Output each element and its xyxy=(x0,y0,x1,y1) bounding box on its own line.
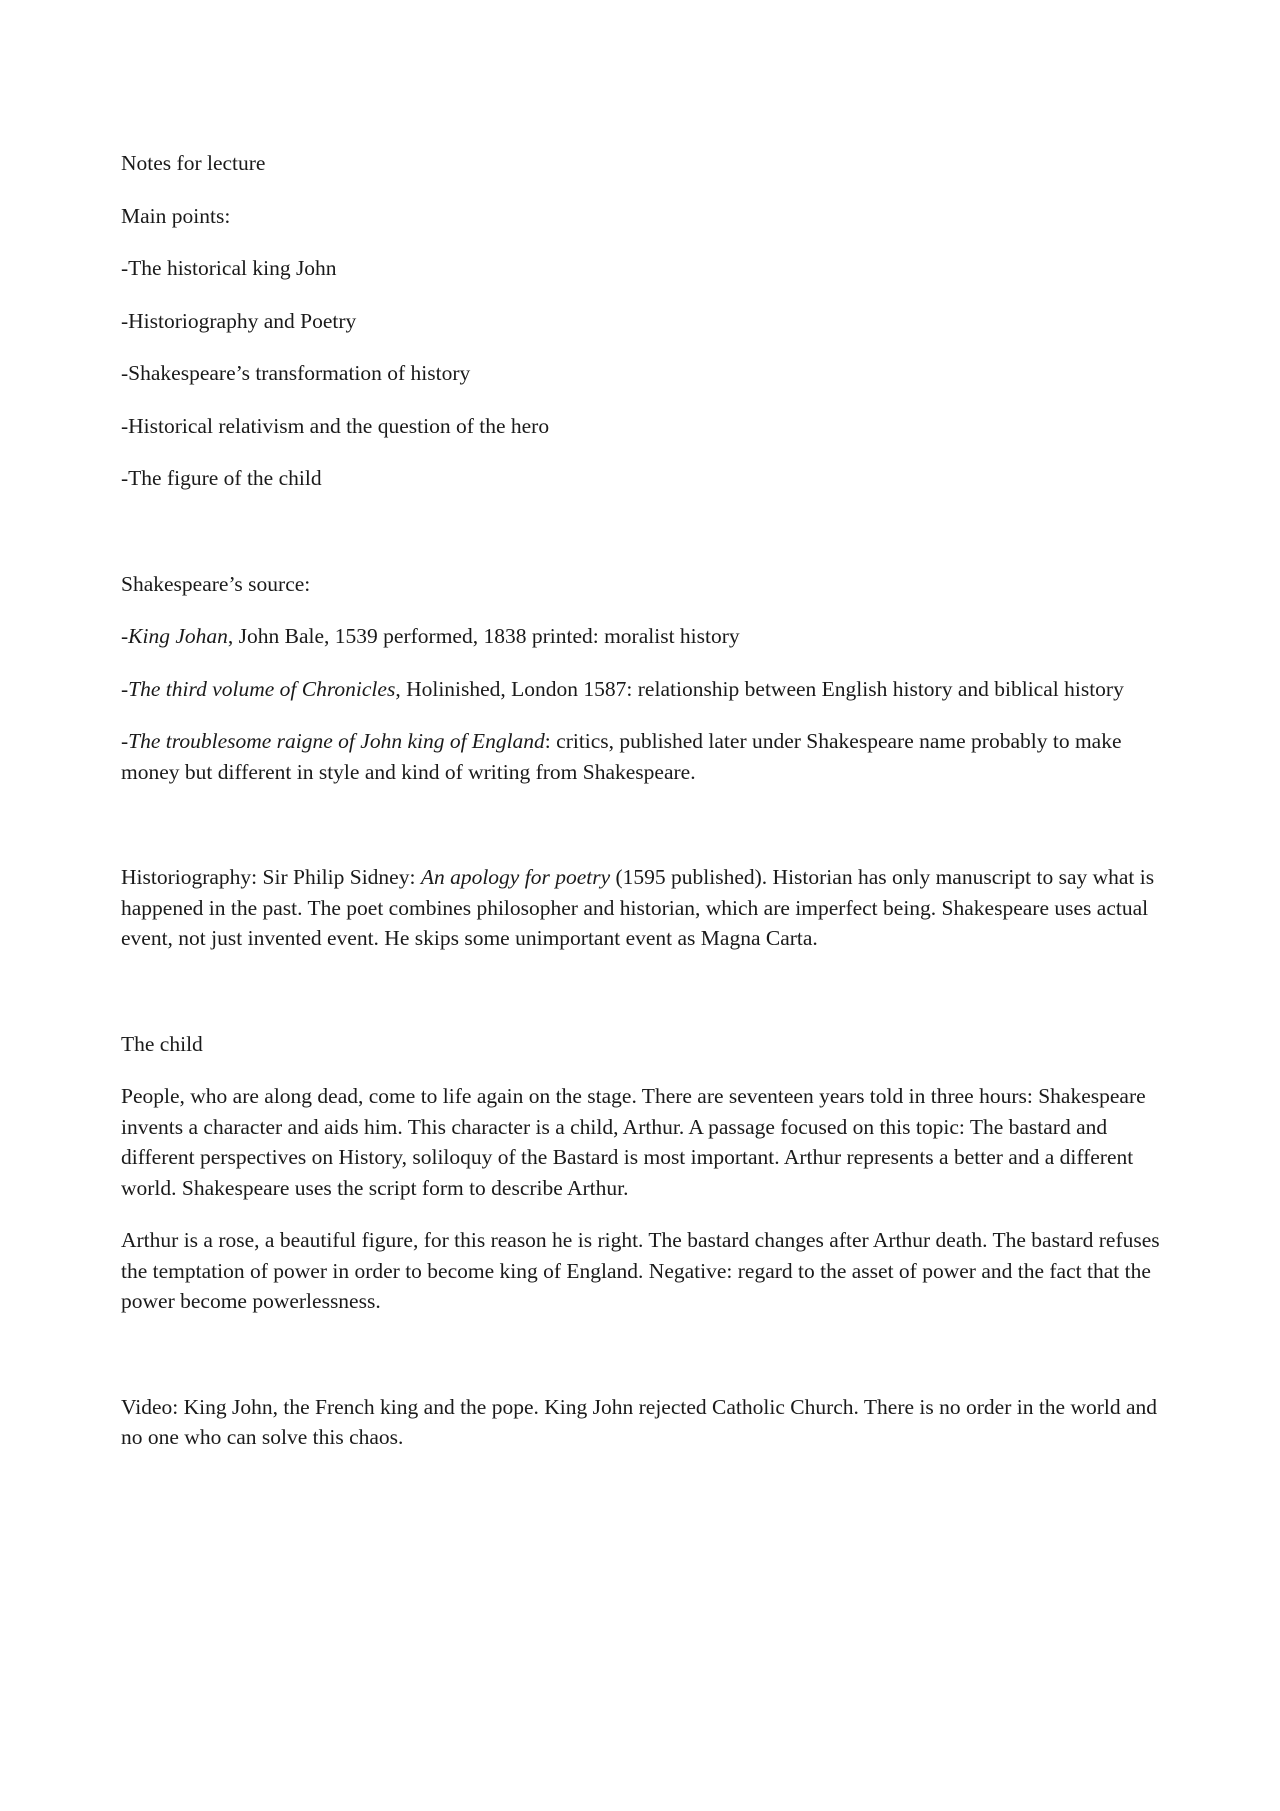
source-item xyxy=(121,726,1171,787)
source-prefix: - xyxy=(121,676,129,701)
notes-title: Notes for lecture xyxy=(121,151,266,175)
child-heading: The child xyxy=(121,1031,203,1056)
source-title: The troublesome raigne of John king of England xyxy=(128,729,545,753)
source-title: The third volume of Chronicles xyxy=(128,676,396,701)
child-paragraph: Arthur is a rose, a beautiful figure, for this reason he is right. The bastard changes after Arthur death. The bastard refuses the temptation of power in order to become king of England. Negative: regard to the asset of power and the fact that the power become powerlessness. xyxy=(121,1228,1160,1313)
main-point-item: -Historiography and Poetry xyxy=(121,308,357,333)
source-prefix: - xyxy=(121,624,129,648)
source-prefix: - xyxy=(121,729,129,753)
sources-heading: Shakespeare’s source: xyxy=(121,571,311,596)
child-paragraph: People, who are along dead, come to life again on the stage. There are seventeen years told in three hours: Shakespeare invents a character and aids him. This character is a child, Arthur. A passage focused on this topic: The bastard and different perspectives on History, soliloquy of the Bastard is most important. Arthur represents a better and a different world. Shakespeare uses the script form to describe Arthur. xyxy=(121,1084,1146,1200)
source-title: King Johan xyxy=(128,624,228,648)
main-points-label: Main points: xyxy=(121,203,231,228)
main-point-item: -The figure of the child xyxy=(121,466,322,490)
source-item xyxy=(121,621,1171,652)
historiography-lead: Historiography: Sir Philip Sidney: xyxy=(121,865,421,889)
document-page xyxy=(121,148,1171,1475)
source-details: , John Bale, 1539 performed, 1838 printed: moralist history xyxy=(227,624,740,648)
source-details: , Holinished, London 1587: relationship between English history and biblical history xyxy=(395,676,1124,701)
main-point-item: -Shakespeare’s transformation of history xyxy=(121,361,471,385)
video-paragraph: Video: King John, the French king and the pope. King John rejected Catholic Church. There is no order in the world and no one who can solve this chaos. xyxy=(121,1394,1158,1449)
main-point-item: -Historical relativism and the question of the hero xyxy=(121,413,550,438)
historiography-paragraph xyxy=(121,862,1171,954)
historiography-details: (1595 published). Historian has only manuscript to say what is happened in the past. The poet combines philosopher and historian, which are imperfect being. Shakespeare uses actual event, not just invented event. He skips some unimportant event as Magna Carta. xyxy=(121,865,1155,950)
source-details: : critics, published later under Shakespeare name probably to make money but different in style and kind of writing from Shakespeare. xyxy=(121,729,1122,784)
historiography-title: An apology for poetry xyxy=(420,865,611,889)
main-point-item: -The historical king John xyxy=(121,256,337,280)
source-item xyxy=(121,674,1171,705)
